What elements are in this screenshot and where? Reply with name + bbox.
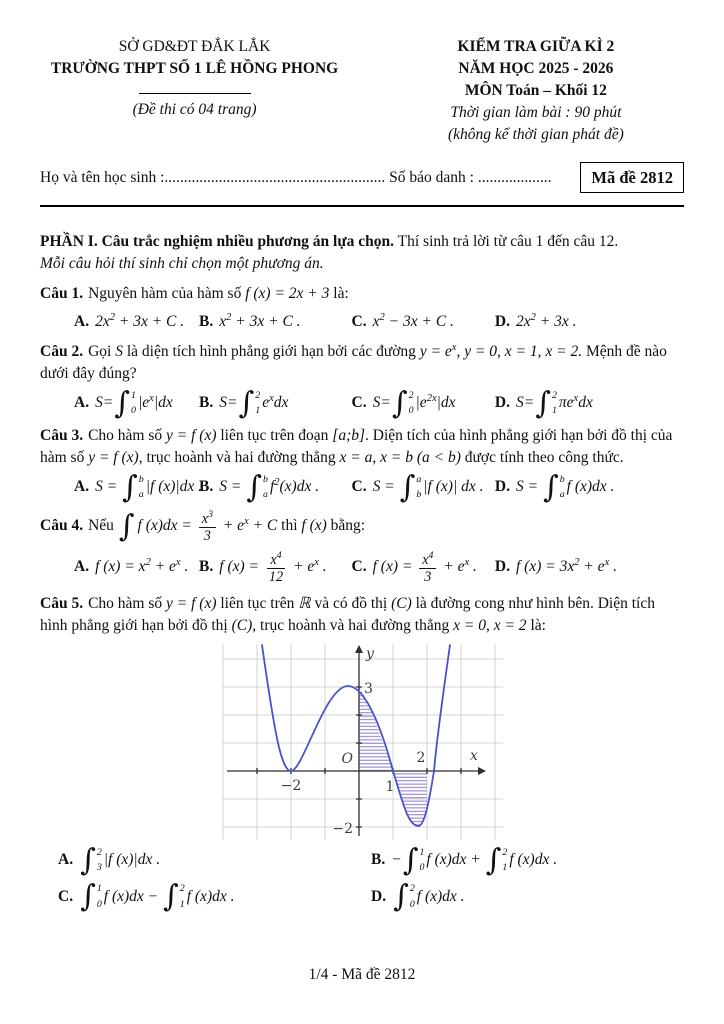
student-info-row — [40, 162, 684, 193]
option-c — [58, 879, 371, 915]
y-axis-label: y — [365, 646, 374, 663]
option-b — [371, 843, 684, 879]
option-letter: C. — [58, 887, 74, 905]
option-d — [494, 469, 684, 505]
option-text: S= ∫ 2 1 $\pi e^xdx$ — [515, 385, 593, 421]
option-letter: C. — [351, 393, 367, 411]
question-2-stem — [40, 341, 684, 385]
page-footer — [0, 964, 724, 986]
option-b — [199, 310, 352, 332]
option-text: f $(x) = 3x^2 + e^x$ . — [515, 557, 617, 576]
option-text: f $(x) = x^2 + e^x$ . — [95, 557, 189, 576]
question-label: Câu 3. — [40, 426, 84, 444]
part1-heading — [40, 231, 684, 275]
question-1-stem — [40, 283, 684, 305]
question-4-options — [40, 550, 684, 586]
option-text: f (x) = $\frac{x^4}{12}$ + $e^x$ . — [219, 549, 327, 585]
duration-line: Thời gian làm bài : 90 phút — [450, 104, 622, 121]
question-2-options — [40, 385, 684, 421]
question-label: Câu 2. — [40, 342, 84, 360]
option-text: $x^2 + 3x + C$ . — [219, 311, 301, 330]
option-letter: D. — [371, 887, 387, 905]
option-b — [199, 469, 352, 505]
option-text: ∫ 2 0 f (x)dx . — [393, 879, 465, 915]
question-4 — [40, 509, 684, 585]
option-text: − ∫ 1 0 f (x)dx + ∫ 2 1 f (x)dx . — [391, 843, 558, 879]
option-letter: B. — [199, 393, 214, 411]
option-c — [351, 469, 495, 505]
tick-label-x2: 2 — [416, 750, 425, 767]
exam-code-box: Mã đề 2812 — [580, 162, 684, 193]
x-axis-label: x — [469, 748, 478, 765]
option-text: ∫ 1 0 f (x)dx − ∫ 2 1 f (x)dx . — [80, 879, 235, 915]
pages-note: (Đề thi có 04 trang) — [132, 101, 257, 118]
tick-label-x1: 1 — [385, 779, 394, 796]
option-letter: B. — [199, 557, 214, 575]
header-short-divider — [139, 93, 251, 94]
option-letter: C. — [351, 312, 367, 330]
option-a — [74, 310, 199, 332]
option-c — [352, 310, 495, 332]
function-graph — [221, 643, 504, 841]
exam-info-block — [388, 36, 684, 146]
issuer-block — [40, 36, 349, 121]
option-letter: C. — [351, 478, 367, 496]
tick-label-y3: 3 — [363, 681, 373, 698]
exam-title: KIỂM TRA GIỮA KÌ 2 — [457, 38, 615, 55]
tick-label-x-minus2: −2 — [280, 778, 301, 795]
option-d — [494, 385, 684, 421]
option-text: S = ∫ a b |f (x)| dx . — [372, 469, 484, 505]
school-year: NĂM HỌC 2025 - 2026 — [458, 60, 614, 77]
option-letter: D. — [494, 312, 510, 330]
option-letter: A. — [74, 393, 90, 411]
question-1-options — [40, 310, 684, 332]
student-name-line: Họ và tên học sinh :......................................................... Số báo danh : ................... — [40, 168, 552, 186]
option-text: $x^2 - 3x + C$ . — [372, 311, 454, 330]
option-letter: D. — [494, 558, 510, 576]
question-5 — [40, 593, 684, 915]
option-text: S= ∫ 2 0 $|e^{2x}|dx$ — [372, 385, 456, 421]
option-a — [74, 385, 199, 421]
option-letter: A. — [74, 312, 90, 330]
option-letter: B. — [199, 312, 214, 330]
question-stem-text: Nguyên hàm của hàm số f (x) = 2x + 3 là: — [88, 285, 349, 303]
figure-container — [40, 643, 684, 841]
header-divider — [40, 205, 684, 207]
question-2 — [40, 341, 684, 421]
exam-body — [40, 231, 684, 915]
option-letter: A. — [74, 558, 90, 576]
origin-label: O — [341, 751, 353, 768]
option-text: f (x) = $\frac{x^4}{3}$ + $e^x$ . — [372, 549, 477, 585]
page-number: 1/4 - Mã đề 2812 — [308, 966, 416, 983]
question-stem-text: Gọi S là diện tích hình phẳng giới hạn bởi các đường $y = e^x$, y = 0, x = 1, x = 2. Mệnh đề nào dưới đây đúng? — [40, 341, 667, 382]
question-5-options — [40, 843, 684, 915]
shaded-region-0-1 — [359, 687, 393, 771]
question-stem-text: Cho hàm số y = f (x) liên tục trên ℝ và có đồ thị (C) là đường cong như hình bên. Diện tích hình phẳng giới hạn bởi đồ thị (C), trục hoành và hai đường thẳng x = 0, x = 2 là: — [40, 595, 655, 635]
option-text: $2x^2 + 3x$ . — [515, 311, 577, 330]
option-letter: B. — [199, 478, 214, 496]
part1-title: PHẦN I. Câu trắc nghiệm nhiều phương án lựa chọn. — [40, 233, 395, 251]
question-5-stem — [40, 593, 684, 637]
exam-header — [40, 36, 684, 146]
option-text: S = ∫ b a $f^2(x)dx$ . — [219, 469, 320, 505]
part1-subinstruction: Mỗi câu hỏi thí sinh chỉ chọn một phương án. — [40, 255, 324, 273]
duration-note: (không kể thời gian phát đề) — [448, 126, 624, 143]
option-a — [74, 556, 199, 578]
option-b — [199, 550, 352, 586]
question-3-options — [40, 469, 684, 505]
question-4-stem — [40, 509, 684, 545]
question-stem-text: Nếu ∫ f (x)dx = $\frac{x^3}{3}$ + $e^x + C$ thì f (x) bằng: — [88, 509, 366, 545]
option-a — [58, 843, 371, 879]
option-text: S = ∫ b a |f (x)|dx . — [95, 469, 203, 505]
option-text: ∫ 2 3 |f (x)|dx . — [80, 843, 161, 879]
option-a — [74, 469, 203, 505]
x-axis-arrow — [478, 767, 486, 775]
question-label: Câu 1. — [40, 285, 84, 303]
part1-instruction: Thí sinh trả lời từ câu 1 đến câu 12. — [394, 233, 619, 251]
department-name: SỞ GD&ĐT ĐẮK LẮK — [118, 38, 271, 55]
option-letter: A. — [58, 851, 74, 869]
question-label: Câu 5. — [40, 595, 84, 613]
option-letter: C. — [351, 557, 367, 575]
tick-label-y-minus2: −2 — [331, 821, 353, 838]
option-text: S = ∫ b a f (x)dx . — [515, 469, 615, 505]
option-b — [199, 385, 352, 421]
option-d — [495, 310, 684, 332]
question-3-stem — [40, 425, 684, 469]
option-d — [371, 879, 684, 915]
question-3 — [40, 425, 684, 505]
question-stem-text: Cho hàm số y = f (x) liên tục trên đoạn [a;b]. Diện tích của hình phẳng giới hạn bởi đồ thị của hàm số y = f (x), trục hoành và hai đường thẳng x = a, x = b (a < b) được tính theo công thức. — [40, 426, 673, 466]
option-c — [352, 550, 495, 586]
school-name: TRƯỜNG THPT SỐ 1 LÊ HỒNG PHONG — [50, 60, 339, 77]
option-letter: A. — [74, 478, 90, 496]
option-letter: B. — [371, 851, 386, 869]
option-letter: D. — [494, 393, 510, 411]
option-text: S= ∫ 2 1 $e^xdx$ — [219, 385, 289, 421]
option-text: S= ∫ 1 0 $|e^x|dx$ — [95, 385, 173, 421]
subject-line: MÔN Toán – Khối 12 — [464, 82, 607, 99]
option-text: $2x^2 + 3x + C$ . — [95, 311, 185, 330]
shaded-region-1-2 — [393, 771, 427, 826]
option-c — [351, 385, 495, 421]
option-letter: D. — [494, 478, 510, 496]
axes — [227, 652, 478, 836]
question-label: Câu 4. — [40, 517, 84, 535]
question-1 — [40, 283, 684, 332]
option-d — [495, 556, 684, 578]
y-axis-arrow — [355, 645, 363, 653]
